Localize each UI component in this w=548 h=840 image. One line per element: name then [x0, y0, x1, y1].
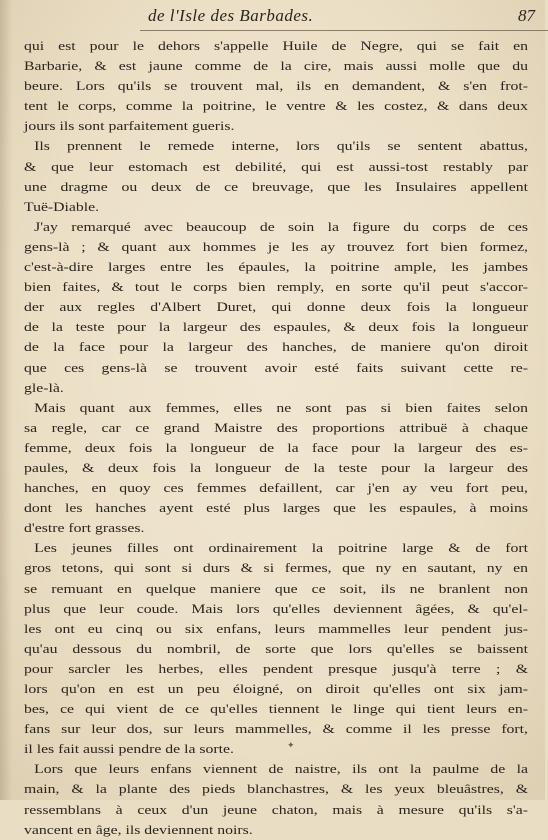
text-line: J'ay remarqué avec beaucoup de soin la figure du corps de ces: [34, 219, 528, 234]
text-line: c'est-à-dire larges entre les épaules, la poitrine ample, les jambes: [24, 260, 528, 275]
text-line: femme, deux fois la longueur de la face pour la largeur des es-: [24, 440, 528, 455]
paragraph: [24, 538, 528, 759]
text-line: de la face pour la largeur des hanches, de maniere qu'on diroit: [24, 340, 528, 355]
text-line: fans sur leur dos, sur leurs mammelles, & comme il les presse fort,: [24, 722, 528, 737]
text-line: qui est pour le dehors s'appelle Huile de Negre, qui se fait en: [24, 39, 528, 53]
text-line: & que leur estomach est debilité, qui est aussi-tost restably par: [24, 159, 528, 174]
text-line: ressemblans à ceux d'un jeune chaton, mais à mesure qu'ils s'a-: [24, 802, 528, 817]
text-line: beure. Lors qu'ils se trouvent mal, ils en demandent, & s'en frot-: [24, 79, 528, 94]
text-line: bes, ce qui vient de ce qu'elles tiennent le linge qui tient leurs en-: [24, 702, 528, 717]
text-line: une dragme ou deux de ce breuvage, que les Insulaires appellent: [24, 179, 528, 194]
text-line: tent le corps, comme la poitrine, le ventre & les costez, & dans deux: [24, 99, 528, 114]
text-line: dont les hanches ayent esté plus larges que les espaules, à moins: [24, 501, 528, 516]
text-line: Tuë-Diable.: [24, 199, 100, 214]
text-line: paules, & deux fois la longueur de la teste pour la largeur des: [24, 460, 528, 475]
text-line: gros tetons, qui sont si durs & si fermes, que ny en sautant, ny en: [24, 561, 528, 576]
text-line: Barbarie, & est jaune comme de la cire, mais aussi molle que du: [24, 59, 528, 74]
paragraph: [24, 136, 528, 216]
text-line: main, & la plante des pieds blanchastres, & les yeux bleuâstres, &: [24, 782, 528, 797]
paragraph: [24, 759, 528, 839]
text-line: les ont eu cinq ou six enfans, leurs mammelles leur pendent jus-: [24, 621, 528, 636]
text-line: que ces gens-là se trouvent avoir esté faits suivant cette re-: [24, 360, 528, 375]
page-number: 87: [518, 6, 535, 25]
text-line: der aux regles d'Albert Duret, qui donne deux fois la longueur: [24, 300, 528, 315]
paragraph: [24, 36, 528, 136]
running-title: de l'Isle des Barbades.: [148, 6, 314, 25]
text-line: plus que leur coude. Mais lors qu'elles deviennent âgées, & qu'el-: [24, 601, 528, 616]
header-rule: [140, 30, 548, 31]
text-line: il les fait aussi pendre de la sorte.: [24, 742, 234, 757]
body-text: [24, 36, 528, 840]
text-line: se remuant en quelque maniere que ce soit, ils ne branlent non: [24, 581, 528, 596]
text-line: pour sarcler les herbes, elles pendent presque jusqu'à terre ; &: [24, 661, 528, 676]
text-line: jours ils sont parfaitement gueris.: [24, 119, 235, 134]
page-header: [140, 4, 535, 28]
text-line: hanches, en quoy ces femmes defaillent, car j'en ay veu fort peu,: [24, 481, 528, 496]
text-line: d'estre fort grasses.: [24, 521, 145, 536]
text-line: Les jeunes filles ont ordinairement la poitrine large & de fort: [34, 541, 528, 556]
paragraph: [24, 217, 528, 398]
text-line: sa regle, car ce grand Maistre des proportions attribuë à chaque: [24, 420, 528, 435]
paragraph: [24, 398, 528, 539]
page-gutter-shadow: [0, 0, 12, 800]
text-line: gens-là ; & quant aux hommes je les ay trouvez fort bien formez,: [24, 239, 528, 254]
text-line: vancent en âge, ils deviennent noirs.: [24, 822, 253, 837]
text-line: de la teste pour la largeur des espaules, & deux fois la longueur: [24, 320, 528, 335]
ink-mark: ✦: [287, 740, 295, 750]
text-line: Ils prennent le remede interne, lors qu'ils se sentent abattus,: [34, 139, 528, 154]
text-line: Lors que leurs enfans viennent de naistre, ils ont la paulme de la: [34, 762, 528, 777]
text-line: Mais quant aux femmes, elles ne sont pas si bien faites selon: [34, 400, 528, 415]
text-line: gle-là.: [24, 380, 64, 395]
text-line: qu'au dessous du nombril, de sorte que lors qu'elles se baissent: [24, 641, 528, 656]
text-line: lors qu'on en est un peu éloigné, on diroit qu'elles ont six jam-: [24, 682, 528, 696]
text-line: bien faites, & tout le corps bien remply, en sorte qu'il peut s'accor-: [24, 280, 528, 295]
